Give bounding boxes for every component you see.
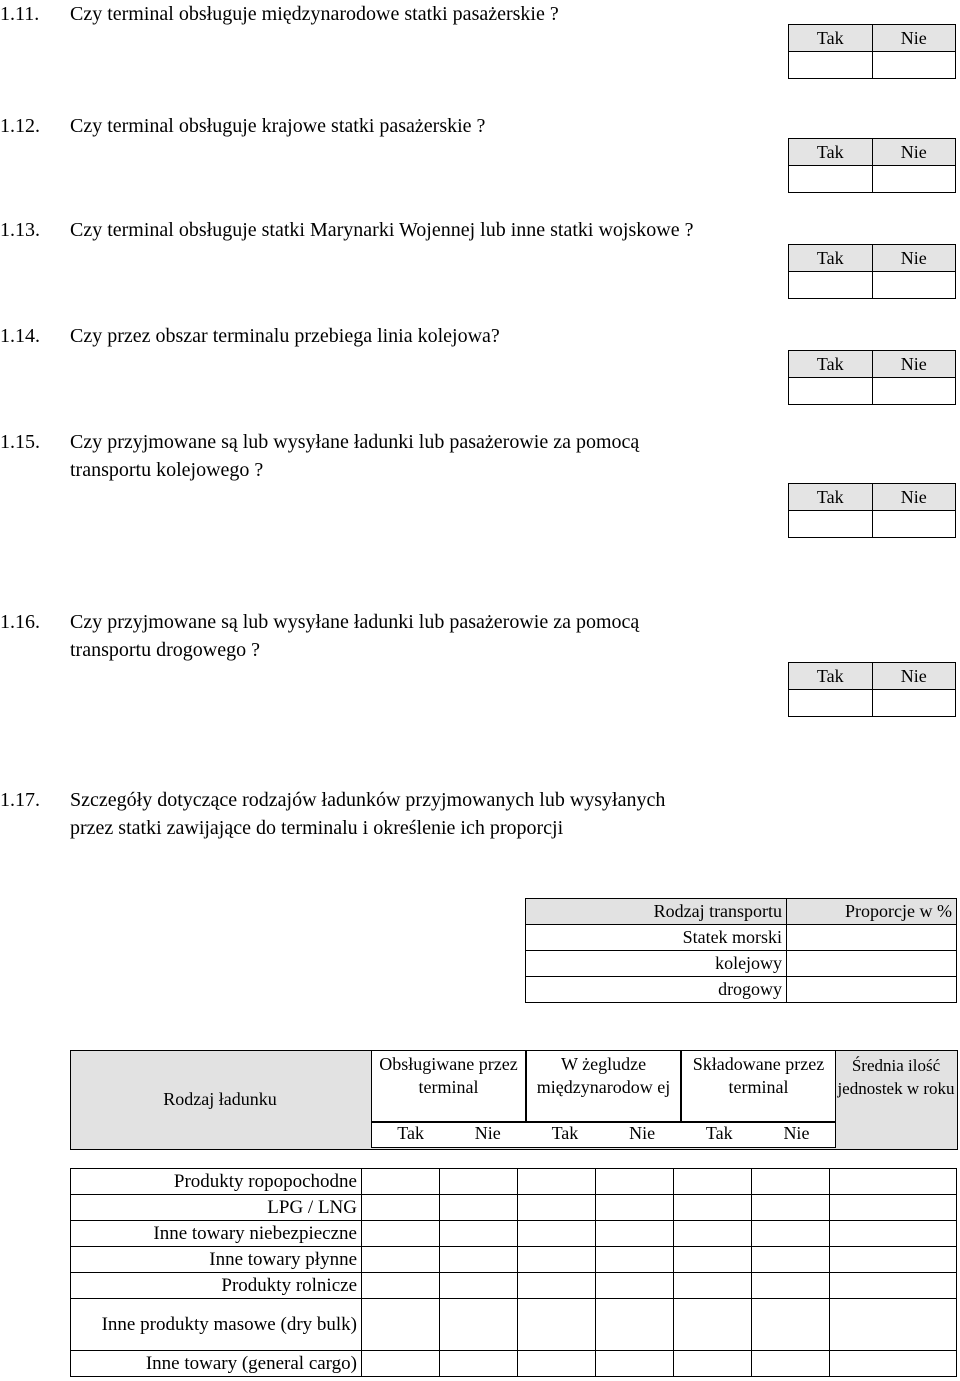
cell[interactable]: [830, 1247, 957, 1273]
cell[interactable]: [674, 1169, 752, 1195]
no-checkbox[interactable]: [872, 166, 956, 193]
no-label: Nie: [783, 1123, 810, 1143]
no-label: Nie: [872, 484, 956, 511]
question-number: 1.11.: [0, 3, 40, 25]
cell[interactable]: [518, 1247, 596, 1273]
transport-table: [525, 898, 957, 1003]
cell[interactable]: [362, 1221, 440, 1247]
yes-no-header-row: [371, 1122, 836, 1148]
question-text-line2: transportu kolejowego ?: [70, 459, 264, 481]
yes-no-1-16: [788, 662, 956, 717]
cell[interactable]: [752, 1169, 830, 1195]
header-proportion: Proporcje w %: [787, 899, 957, 925]
cell[interactable]: [830, 1169, 957, 1195]
cargo-row-label: Inne towary niebezpieczne: [71, 1221, 362, 1247]
cell[interactable]: [362, 1169, 440, 1195]
col-handled: Obsługiwane przez terminal: [371, 1050, 526, 1122]
question-text-line2: transportu drogowego ?: [70, 639, 260, 661]
header-transport-type: Rodzaj transportu: [526, 899, 787, 925]
cell[interactable]: [440, 1299, 518, 1351]
cell[interactable]: [596, 1299, 674, 1351]
no-label: Nie: [474, 1123, 501, 1143]
yes-label: Tak: [397, 1123, 424, 1143]
cell[interactable]: [596, 1273, 674, 1299]
yes-no-1-13: [788, 244, 956, 299]
cell[interactable]: [518, 1195, 596, 1221]
proportion-cell[interactable]: [787, 977, 957, 1003]
question-text: Czy przyjmowane są lub wysyłane ładunki lub pasażerowie za pomocą: [70, 611, 640, 633]
question-number: 1.15.: [0, 431, 40, 453]
cell[interactable]: [518, 1169, 596, 1195]
question-text: Czy terminal obsługuje statki Marynarki Wojennej lub inne statki wojskowe ?: [70, 219, 694, 241]
question-text: Czy terminal obsługuje międzynarodowe statki pasażerskie ?: [70, 3, 559, 25]
yes-no-1-11: [788, 24, 956, 79]
question-number: 1.13.: [0, 219, 40, 241]
cell[interactable]: [362, 1195, 440, 1221]
yes-label: Tak: [789, 245, 873, 272]
cell[interactable]: [440, 1195, 518, 1221]
cargo-row-label: Inne towary (general cargo): [71, 1351, 362, 1377]
cell[interactable]: [752, 1273, 830, 1299]
cargo-table: [70, 1168, 957, 1377]
yes-label: Tak: [789, 25, 873, 52]
cell[interactable]: [596, 1221, 674, 1247]
question-number: 1.17.: [0, 789, 40, 811]
cell[interactable]: [752, 1247, 830, 1273]
cell[interactable]: [362, 1273, 440, 1299]
col-international: W żegludze międzynarodow ej: [526, 1050, 681, 1122]
cell[interactable]: [830, 1299, 957, 1351]
cell[interactable]: [362, 1299, 440, 1351]
yes-label: Tak: [551, 1123, 579, 1143]
cell[interactable]: [440, 1247, 518, 1273]
cell[interactable]: [830, 1221, 957, 1247]
cargo-row-label: Produkty rolnicze: [71, 1273, 362, 1299]
question-number: 1.16.: [0, 611, 40, 633]
cell[interactable]: [674, 1247, 752, 1273]
yes-checkbox[interactable]: [789, 378, 873, 405]
no-checkbox[interactable]: [872, 272, 956, 299]
question-number: 1.12.: [0, 115, 40, 137]
cell[interactable]: [440, 1221, 518, 1247]
cargo-row-label: Inne towary płynne: [71, 1247, 362, 1273]
question-text: Szczegóły dotyczące rodzajów ładunków przyjmowanych lub wysyłanych: [70, 789, 666, 811]
cell[interactable]: [440, 1169, 518, 1195]
cell[interactable]: [518, 1351, 596, 1377]
question-text: Czy terminal obsługuje krajowe statki pasażerskie ?: [70, 115, 486, 137]
yes-label: Tak: [789, 139, 873, 166]
question-text-line2: przez statki zawijające do terminalu i określenie ich proporcji: [70, 817, 564, 839]
yes-checkbox[interactable]: [789, 52, 873, 79]
cell[interactable]: [830, 1195, 957, 1221]
cell[interactable]: [518, 1299, 596, 1351]
cargo-row-label: LPG / LNG: [71, 1195, 362, 1221]
yes-checkbox[interactable]: [789, 690, 873, 717]
no-checkbox[interactable]: [872, 511, 956, 538]
cell[interactable]: [674, 1195, 752, 1221]
no-checkbox[interactable]: [872, 690, 956, 717]
cell[interactable]: [752, 1351, 830, 1377]
question-text: Czy przyjmowane są lub wysyłane ładunki lub pasażerowie za pomocą: [70, 431, 640, 453]
yes-no-1-14: [788, 350, 956, 405]
cell[interactable]: [830, 1273, 957, 1299]
cell[interactable]: [440, 1273, 518, 1299]
yes-label: Tak: [705, 1123, 733, 1143]
cell[interactable]: [674, 1273, 752, 1299]
no-checkbox[interactable]: [872, 378, 956, 405]
cell[interactable]: [830, 1351, 957, 1377]
cell[interactable]: [362, 1351, 440, 1377]
no-label: Nie: [629, 1123, 656, 1143]
cargo-row-label: Produkty ropopochodne: [71, 1169, 362, 1195]
cell[interactable]: [752, 1299, 830, 1351]
cell[interactable]: [518, 1221, 596, 1247]
cell[interactable]: [596, 1169, 674, 1195]
cell[interactable]: [752, 1195, 830, 1221]
col-cargo-type: Rodzaj ładunku: [163, 1088, 277, 1109]
cell[interactable]: [596, 1247, 674, 1273]
yes-no-1-12: [788, 138, 956, 193]
cell[interactable]: [362, 1247, 440, 1273]
question-number: 1.14.: [0, 325, 40, 347]
question-text: Czy przez obszar terminalu przebiega linia kolejowa?: [70, 325, 500, 347]
yes-no-1-15: [788, 483, 956, 538]
row-label: drogowy: [526, 977, 787, 1003]
yes-checkbox[interactable]: [789, 166, 873, 193]
no-checkbox[interactable]: [872, 52, 956, 79]
no-label: Nie: [872, 245, 956, 272]
yes-label: Tak: [789, 351, 873, 378]
no-label: Nie: [872, 351, 956, 378]
proportion-cell[interactable]: [787, 925, 957, 951]
no-label: Nie: [872, 25, 956, 52]
cell[interactable]: [674, 1351, 752, 1377]
row-label: Statek morski: [526, 925, 787, 951]
yes-label: Tak: [789, 663, 873, 690]
row-label: kolejowy: [526, 951, 787, 977]
cell[interactable]: [674, 1299, 752, 1351]
yes-checkbox[interactable]: [789, 511, 873, 538]
cell[interactable]: [518, 1273, 596, 1299]
col-average-units: Średnia ilość jednostek w roku: [837, 1056, 955, 1098]
cell[interactable]: [752, 1221, 830, 1247]
cell[interactable]: [440, 1351, 518, 1377]
cell[interactable]: [596, 1195, 674, 1221]
col-stored: Składowane przez terminal: [681, 1050, 836, 1122]
yes-label: Tak: [789, 484, 873, 511]
no-label: Nie: [872, 139, 956, 166]
cargo-row-label: Inne produkty masowe (dry bulk): [71, 1299, 362, 1351]
no-label: Nie: [872, 663, 956, 690]
cell[interactable]: [596, 1351, 674, 1377]
cell[interactable]: [674, 1221, 752, 1247]
proportion-cell[interactable]: [787, 951, 957, 977]
yes-checkbox[interactable]: [789, 272, 873, 299]
